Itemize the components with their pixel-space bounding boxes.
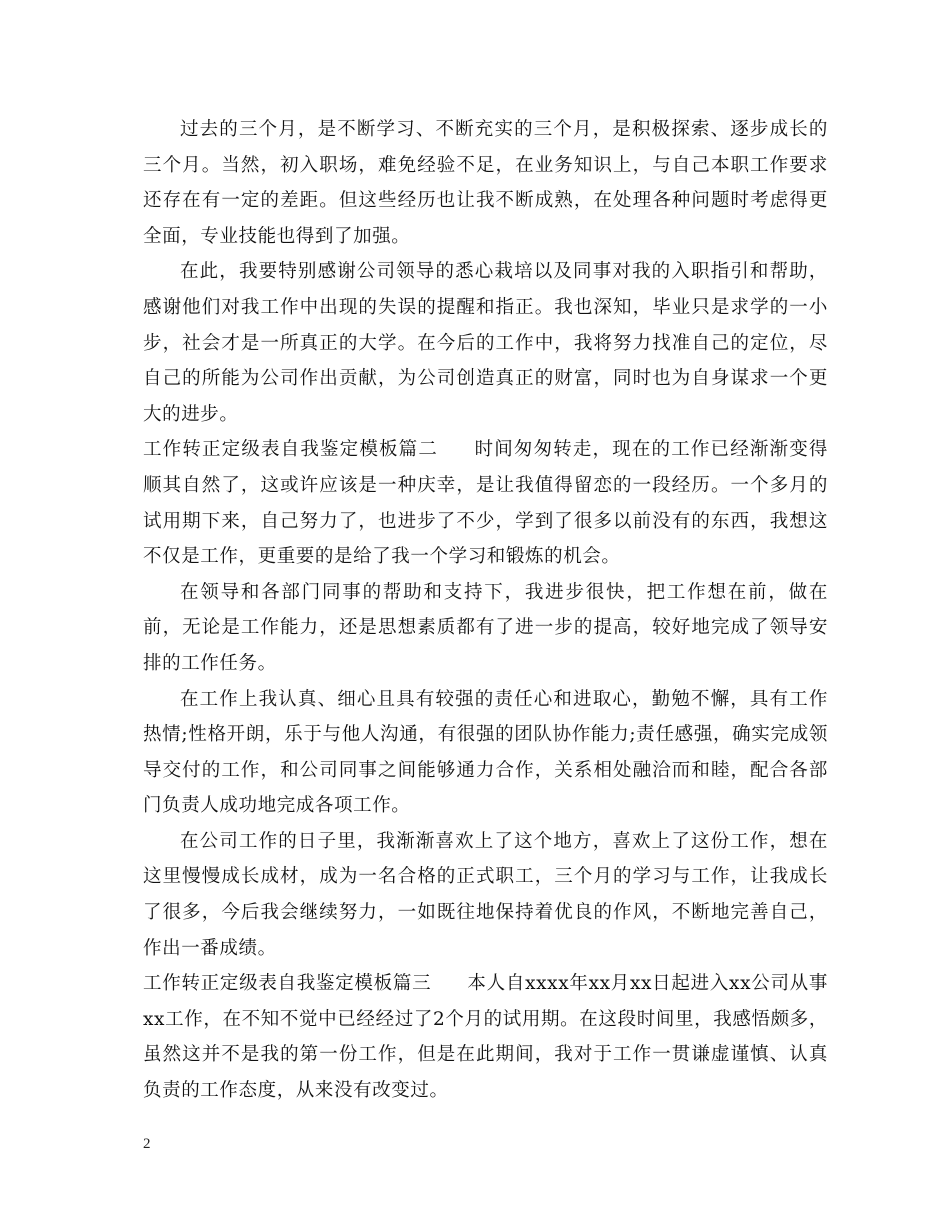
- paragraph-text: 在公司工作的日子里，我渐渐喜欢上了这个地方，喜欢上了这份工作，想在这里慢慢成长成材，成为一名合格的正式职工，三个月的学习与工作，让我成长了很多，今后我会继续努力，一如既往地保持着优良的作风，不断地完善自己，作出一番成绩。: [143, 830, 828, 959]
- page-number: 2: [143, 1136, 151, 1152]
- paragraph-text: 过去的三个月，是不断学习、不断充实的三个月，是积极探索、逐步成长的三个月。当然，初入职场，难免经验不足，在业务知识上，与自己本职工作要求还存在有一定的差距。但这些经历也让我不断成熟，在处理各种问题时考虑得更全面，专业技能也得到了加强。: [143, 119, 828, 247]
- section-heading: 工作转正定级表自我鉴定模板篇三: [143, 973, 432, 995]
- paragraph: [143, 112, 828, 254]
- paragraph-text: 在此，我要特别感谢公司领导的悉心栽培以及同事对我的入职指引和帮助，感谢他们对我工作中出现的失误的提醒和指正。我也深知，毕业只是求学的一小步，社会才是一所真正的大学。在今后的工作中，我将努力找准自己的定位，尽自己的所能为公司作出贡献，为公司创造真正的财富，同时也为自身谋求一个更大的进步。: [143, 261, 828, 425]
- document-body: [143, 112, 828, 1109]
- paragraph: [143, 682, 828, 824]
- paragraph: [143, 824, 828, 966]
- paragraph-text: 在工作上我认真、细心且具有较强的责任心和进取心，勤勉不懈，具有工作热情;性格开朗，乐于与他人沟通，有很强的团队协作能力;责任感强，确实完成领导交付的工作，和公司同事之间能够通力合作，关系相处融洽而和睦，配合各部门负责人成功地完成各项工作。: [143, 688, 828, 817]
- paragraph: [143, 254, 828, 432]
- section-heading: 工作转正定级表自我鉴定模板篇二: [143, 439, 438, 461]
- paragraph-text: 在领导和各部门同事的帮助和支持下，我进步很快，把工作想在前，做在前，无论是工作能力，还是思想素质都有了进一步的提高，较好地完成了领导安排的工作任务。: [143, 581, 828, 674]
- paragraph-text: 时间匆匆转走，现在的工作已经渐渐变得顺其自然了，这或许应该是一种庆幸，是让我值得留恋的一段经历。一个多月的试用期下来，自己努力了，也进步了不少，学到了很多以前没有的东西，我想这不仅是工作，更重要的是给了我一个学习和锻炼的机会。: [143, 439, 828, 568]
- paragraph: [143, 575, 828, 682]
- paragraph-text: 本人自xxxx年xx月xx日起进入xx公司从事xx工作，在不知不觉中已经经过了2个月的试用期。在这段时间里，我感悟颇多，虽然这并不是我的第一份工作，但是在此期间，我对于工作一贯谦虚谨慎、认真负责的工作态度，从来没有改变过。: [143, 973, 828, 1102]
- section-paragraph: [143, 966, 828, 1108]
- section-paragraph: [143, 432, 828, 574]
